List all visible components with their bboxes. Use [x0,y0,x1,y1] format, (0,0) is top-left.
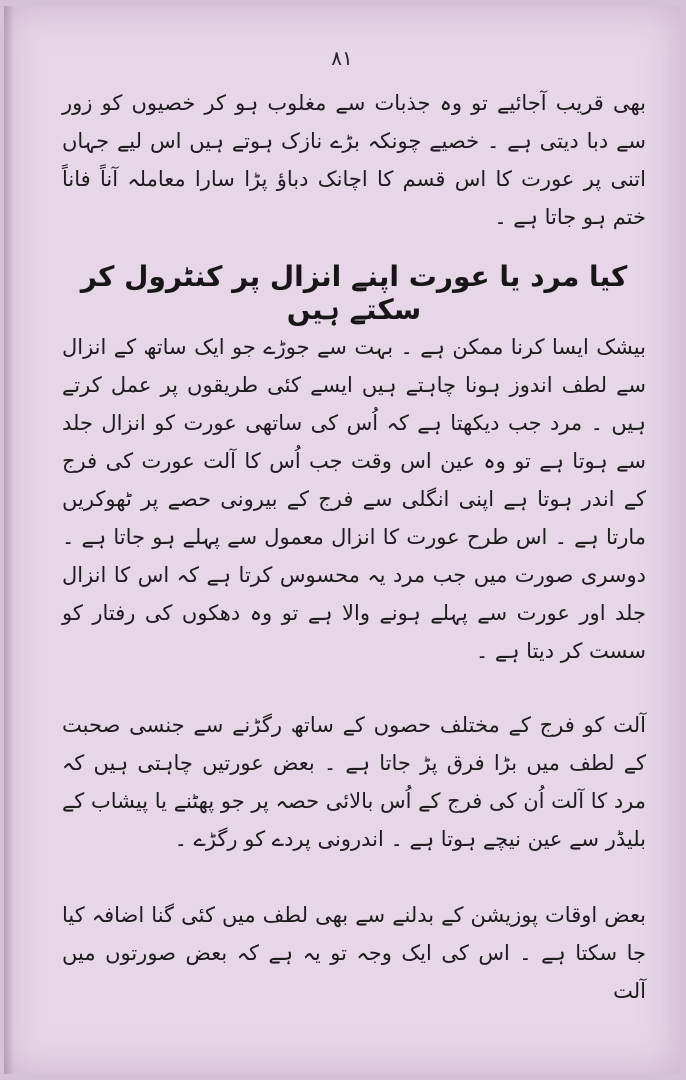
book-page [4,6,680,1074]
paragraph-1: بیشک ایسا کرنا ممکن ہے ۔ بہت سے جوڑے جو ایک ساتھ کے انزال سے لطف اندوز ہونا چاہتے ہیں ایسے کئی طریقوں پر عمل کرتے ہیں ۔ مرد جب دیکھتا ہے کہ اُس کی ساتھی عورت کو انزال جلد سے ہوتا ہے تو وہ عین اس وقت جب اُس کا آلت عورت کی فرج کے اندر ہوتا ہے اپنی انگلی سے فرج کے بیرونی حصے پر ٹھوکریں مارتا ہے ۔ اس طرح عورت کا انزال معمول سے پہلے ہو جاتا ہے ۔ دوسری صورت میں جب مرد یہ محسوس کرتا ہے کہ اس کا انزال جلد اور عورت سے پہلے ہونے والا ہے تو وہ دھکوں کی رفتار کو سست کر دیتا ہے ۔ [62,335,646,663]
page-number: ۸۱ [331,46,353,70]
page-edge-shadow [4,6,14,1074]
section-heading: کیا مرد یا عورت اپنے انزال پر کنٹرول کر سکتے ہیں [80,260,628,326]
intro-paragraph: بھی قریب آجائیے تو وہ جذبات سے مغلوب ہو کر خصیوں کو زور سے دبا دیتی ہے ۔ خصیے چونکہ بڑے نازک ہوتے ہیں اس لیے جہاں اتنی پر عورت کا اس قسم کا اچانک دباؤ پڑا سارا معاملہ آناً فاناً ختم ہو جاتا ہے ۔ [62,91,646,229]
paragraph-block-3 [62,896,646,1010]
paragraph-3: بعض اوقات پوزیشن کے بدلنے سے بھی لطف میں کئی گنا اضافہ کیا جا سکتا ہے ۔ اس کی ایک وجہ تو یہ ہے کہ بعض صورتوں میں آلت [62,903,646,1003]
paragraph-block-1 [62,328,646,670]
paragraph-2: آلت کو فرج کے مختلف حصوں کے ساتھ رگڑنے سے جنسی صحبت کے لطف میں بڑا فرق پڑ جاتا ہے ۔ بعض عورتیں چاہتی ہیں کہ مرد کا آلت اُن کی فرج کے اُس بالائی حصہ پر جو پھٹنے یا پیشاب کے بلیڈر سے عین نیچے ہوتا ہے ۔ اندرونی پردے کو رگڑے ۔ [62,713,646,851]
paragraph-block-2 [62,706,646,858]
intro-paragraph-block [62,84,646,236]
